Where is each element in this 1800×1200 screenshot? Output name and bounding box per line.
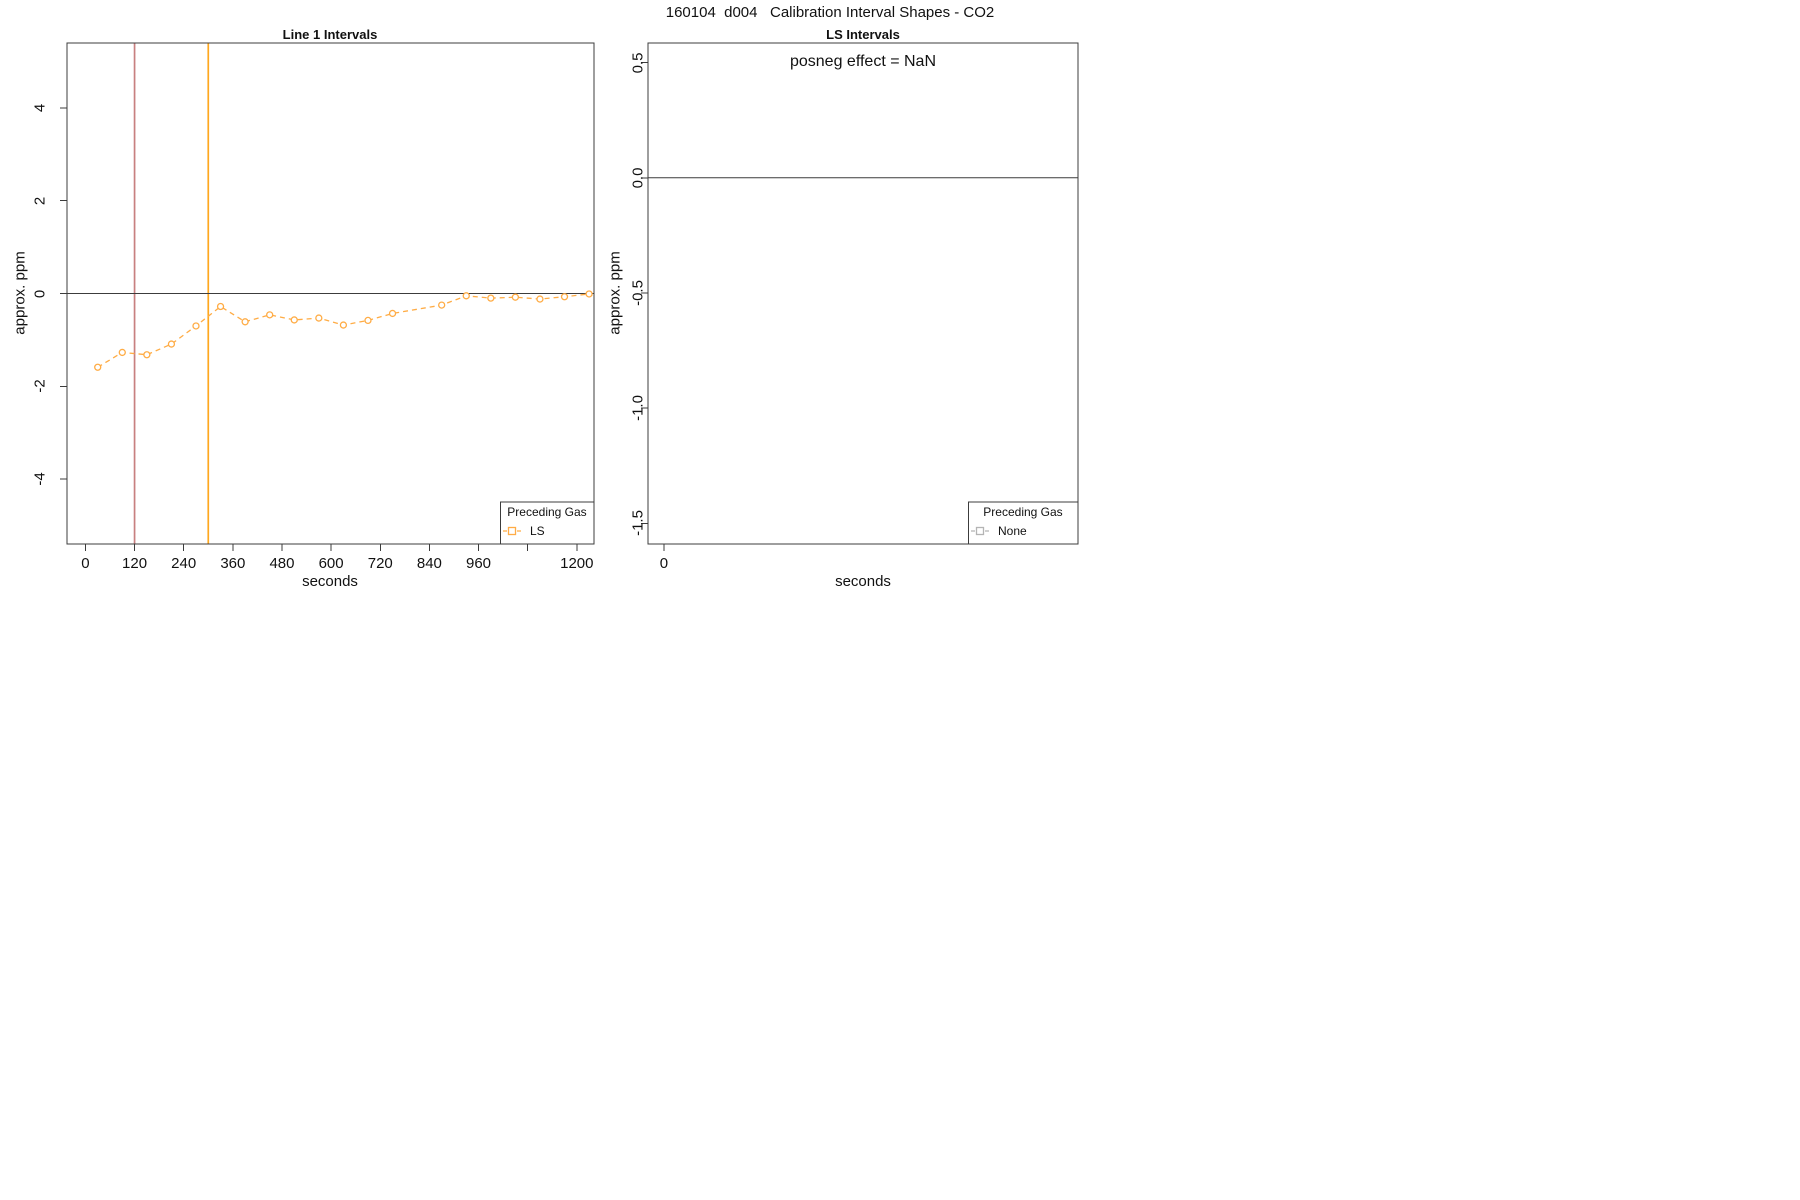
data-point — [291, 317, 297, 323]
data-point — [439, 302, 445, 308]
y-tick-label: -4 — [31, 472, 49, 486]
data-point — [95, 364, 101, 370]
data-point — [316, 315, 322, 321]
y-tick-label: -2 — [31, 379, 49, 393]
panel1-legend-title: Preceding Gas — [507, 505, 587, 519]
y-tick-label: 0.5 — [629, 52, 647, 74]
data-point — [488, 295, 494, 301]
y-tick-label: -1.5 — [629, 510, 647, 537]
data-point — [218, 303, 224, 309]
data-point — [340, 322, 346, 328]
x-tick-label: 720 — [367, 555, 393, 572]
data-point — [119, 349, 125, 355]
x-tick-label: 120 — [122, 555, 148, 572]
panel1-x-axis-label: seconds — [302, 573, 358, 590]
data-point — [562, 294, 568, 300]
data-point — [267, 312, 273, 318]
series-line-LS — [98, 294, 589, 367]
x-tick-label: 240 — [171, 555, 197, 572]
panel1-legend-entry-label: LS — [530, 524, 545, 538]
panel1-title: Line 1 Intervals — [282, 27, 378, 42]
data-point — [512, 294, 518, 300]
data-point — [537, 296, 543, 302]
panel1-y-axis-label: approx. ppm — [11, 251, 29, 335]
figure-title: 160104 d004 Calibration Interval Shapes - CO2 — [665, 4, 995, 21]
x-tick-label: 600 — [318, 555, 344, 572]
panel2-legend-title: Preceding Gas — [983, 505, 1063, 519]
y-tick-label: -0.5 — [629, 279, 647, 306]
legend-marker-open-square — [509, 528, 516, 535]
plot-box — [648, 43, 1078, 544]
data-point — [463, 293, 469, 299]
y-tick-label: 0.0 — [629, 167, 647, 189]
y-tick-label: 4 — [31, 103, 49, 113]
data-point — [390, 310, 396, 316]
x-tick-label: 360 — [220, 555, 246, 572]
x-tick-label: 1200 — [560, 555, 594, 572]
y-tick-label: 2 — [31, 196, 49, 205]
data-point — [242, 319, 248, 325]
y-tick-label: -1.0 — [629, 395, 647, 422]
y-tick-label: 0 — [31, 289, 49, 298]
data-point — [144, 352, 150, 358]
data-point — [365, 317, 371, 323]
panel2-legend-entry-label: None — [998, 524, 1027, 538]
x-tick-label: 960 — [466, 555, 492, 572]
x-tick-label: 0 — [659, 555, 669, 572]
panel2-y-axis-label: approx. ppm — [606, 251, 624, 335]
panel2-x-axis-label: seconds — [835, 573, 891, 590]
posneg-annotation: posneg effect = NaN — [789, 53, 937, 70]
legend-marker-open-square — [977, 528, 984, 535]
data-point — [168, 341, 174, 347]
x-tick-label: 0 — [81, 555, 90, 572]
panel2-title: LS Intervals — [826, 27, 900, 42]
data-point — [586, 291, 592, 297]
x-tick-label: 480 — [269, 555, 295, 572]
x-tick-label: 840 — [416, 555, 442, 572]
data-point — [193, 323, 199, 329]
